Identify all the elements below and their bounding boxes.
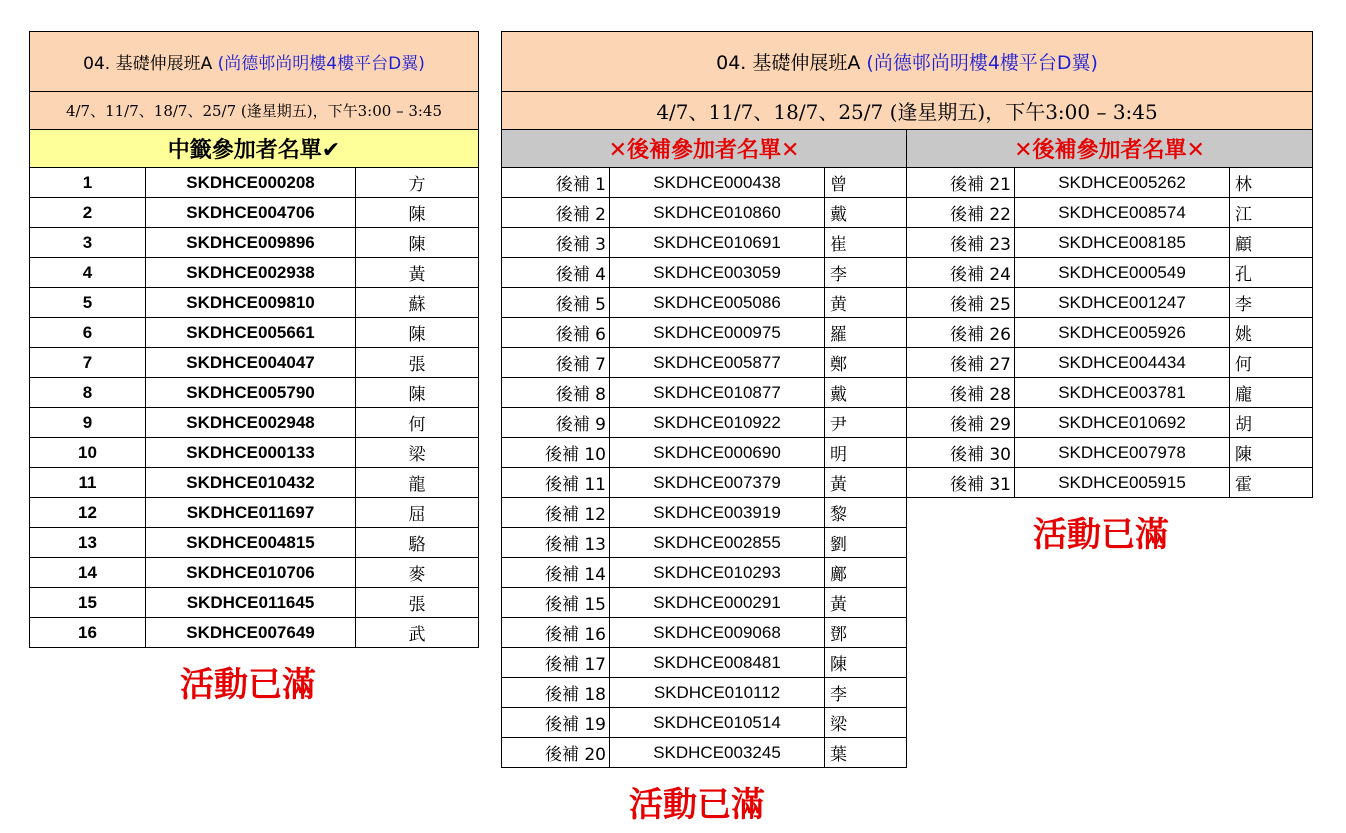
participant-code: SKDHCE004706: [146, 198, 356, 228]
participant-code: SKDHCE004434: [1015, 348, 1230, 378]
participant-surname: 黃: [825, 588, 907, 618]
participant-code: SKDHCE005877: [610, 348, 825, 378]
row-number: 13: [30, 528, 146, 558]
participant-code: SKDHCE002948: [146, 408, 356, 438]
waitlist-number: 後補 26: [907, 318, 1015, 348]
participant-code: SKDHCE010706: [146, 558, 356, 588]
waitlist-number: 後補 11: [502, 468, 610, 498]
participant-surname: 鄺: [825, 558, 907, 588]
table-row: [502, 648, 1313, 678]
participant-code: SKDHCE005790: [146, 378, 356, 408]
table-row: [30, 618, 479, 648]
table-row: [502, 588, 1313, 618]
activity-full-note: 活動已滿: [180, 665, 316, 705]
empty-cell: [907, 588, 1313, 618]
waitlist-number: 後補 2: [502, 198, 610, 228]
waitlist-number: 後補 9: [502, 408, 610, 438]
participant-code: SKDHCE000549: [1015, 258, 1230, 288]
waitlist-number: 後補 29: [907, 408, 1015, 438]
table-row: [502, 498, 1313, 528]
participant-code: SKDHCE001247: [1015, 288, 1230, 318]
row-number: 10: [30, 438, 146, 468]
row-number: 15: [30, 588, 146, 618]
participant-code: SKDHCE010514: [610, 708, 825, 738]
participant-code: SKDHCE000975: [610, 318, 825, 348]
participant-surname: 方: [356, 168, 479, 198]
participant-surname: 龐: [1230, 378, 1313, 408]
table-row: [30, 318, 479, 348]
participant-surname: 何: [356, 408, 479, 438]
participant-surname: 羅: [825, 318, 907, 348]
waitlist-number: 後補 3: [502, 228, 610, 258]
participant-surname: 李: [1230, 288, 1313, 318]
table-row: [30, 468, 479, 498]
table-row: [502, 348, 1313, 378]
waitlist-number: 後補 16: [502, 618, 610, 648]
participant-surname: 張: [356, 588, 479, 618]
row-number: 8: [30, 378, 146, 408]
empty-cell: [907, 678, 1313, 708]
participant-surname: 麥: [356, 558, 479, 588]
table-row: [502, 408, 1313, 438]
waitlist-number: 後補 7: [502, 348, 610, 378]
course-name: 04. 基礎伸展班A: [83, 54, 218, 74]
row-number: 1: [30, 168, 146, 198]
table-row: [502, 618, 1313, 648]
table-row: [502, 198, 1313, 228]
participant-code: SKDHCE009068: [610, 618, 825, 648]
participant-surname: 明: [825, 438, 907, 468]
participant-code: SKDHCE007978: [1015, 438, 1230, 468]
participant-surname: 陳: [356, 378, 479, 408]
participant-code: SKDHCE000690: [610, 438, 825, 468]
empty-cell: [907, 738, 1313, 768]
course-title: [30, 32, 479, 92]
participant-surname: 尹: [825, 408, 907, 438]
participant-surname: 龍: [356, 468, 479, 498]
waitlist-number: 後補 8: [502, 378, 610, 408]
waitlist-number: 後補 25: [907, 288, 1015, 318]
participant-code: SKDHCE003781: [1015, 378, 1230, 408]
participant-surname: 鄭: [825, 348, 907, 378]
course-name: 04. 基礎伸展班A: [716, 52, 867, 74]
row-number: 7: [30, 348, 146, 378]
waitlist-number: 後補 5: [502, 288, 610, 318]
participant-surname: 陳: [356, 228, 479, 258]
table-row: [30, 348, 479, 378]
waitlist-number: 後補 4: [502, 258, 610, 288]
participant-code: SKDHCE005661: [146, 318, 356, 348]
participant-code: SKDHCE005262: [1015, 168, 1230, 198]
participant-code: SKDHCE011697: [146, 498, 356, 528]
participant-code: SKDHCE009896: [146, 228, 356, 258]
participant-code: SKDHCE007379: [610, 468, 825, 498]
participant-surname: 駱: [356, 528, 479, 558]
row-number: 11: [30, 468, 146, 498]
participant-surname: 何: [1230, 348, 1313, 378]
participant-code: SKDHCE000208: [146, 168, 356, 198]
table-row: [30, 588, 479, 618]
participant-surname: 李: [825, 258, 907, 288]
table-row: [30, 438, 479, 468]
waitlist-number: 後補 20: [502, 738, 610, 768]
row-number: 6: [30, 318, 146, 348]
participant-surname: 梁: [356, 438, 479, 468]
waitlist-number: 後補 10: [502, 438, 610, 468]
table-row: [502, 738, 1313, 768]
waitlist-number: 後補 6: [502, 318, 610, 348]
participant-surname: 江: [1230, 198, 1313, 228]
participant-code: SKDHCE011645: [146, 588, 356, 618]
course-title: [502, 32, 1313, 92]
chosen-table: [29, 31, 479, 648]
waitlist-number: 後補 27: [907, 348, 1015, 378]
participant-surname: 林: [1230, 168, 1313, 198]
participant-code: SKDHCE007649: [146, 618, 356, 648]
participant-code: SKDHCE004815: [146, 528, 356, 558]
waitlist-header-1: ✕後補參加者名單✕: [502, 130, 907, 168]
participant-surname: 孔: [1230, 258, 1313, 288]
participant-surname: 陳: [825, 648, 907, 678]
table-row: [30, 168, 479, 198]
row-number: 3: [30, 228, 146, 258]
participant-surname: 戴: [825, 378, 907, 408]
table-row: [30, 558, 479, 588]
participant-code: SKDHCE010692: [1015, 408, 1230, 438]
course-date-row: [30, 92, 479, 130]
participant-code: SKDHCE010112: [610, 678, 825, 708]
participant-surname: 葉: [825, 738, 907, 768]
table-row: [502, 318, 1313, 348]
course-dates: 4/7、11/7、18/7、25/7 (逢星期五)，下午3:00 – 3:45: [502, 92, 1313, 130]
participant-code: SKDHCE010691: [610, 228, 825, 258]
chosen-list-header: 中籤參加者名單✔: [30, 130, 479, 168]
participant-surname: 陳: [356, 318, 479, 348]
table-row: [502, 468, 1313, 498]
participant-code: SKDHCE005086: [610, 288, 825, 318]
waitlist-number: 後補 15: [502, 588, 610, 618]
empty-cell: [907, 708, 1313, 738]
waitlist-number: 後補 23: [907, 228, 1015, 258]
participant-surname: 黃: [825, 468, 907, 498]
empty-cell: [907, 648, 1313, 678]
participant-code: SKDHCE005915: [1015, 468, 1230, 498]
waitlist-number: 後補 13: [502, 528, 610, 558]
participant-surname: 劉: [825, 528, 907, 558]
participant-code: SKDHCE010860: [610, 198, 825, 228]
participant-surname: 張: [356, 348, 479, 378]
table-row: [502, 558, 1313, 588]
participant-code: SKDHCE000291: [610, 588, 825, 618]
participant-surname: 崔: [825, 228, 907, 258]
row-number: 4: [30, 258, 146, 288]
table-row: [30, 498, 479, 528]
course-dates: 4/7、11/7、18/7、25/7 (逢星期五)，下午3:00 – 3:45: [30, 92, 479, 130]
participant-surname: 梁: [825, 708, 907, 738]
participant-surname: 胡: [1230, 408, 1313, 438]
waitlist-number: 後補 1: [502, 168, 610, 198]
table-row: [502, 678, 1313, 708]
table-row: [30, 228, 479, 258]
row-number: 16: [30, 618, 146, 648]
table-row: [502, 258, 1313, 288]
participant-code: SKDHCE003059: [610, 258, 825, 288]
participant-surname: 屈: [356, 498, 479, 528]
participant-surname: 鄧: [825, 618, 907, 648]
participant-code: SKDHCE009810: [146, 288, 356, 318]
participant-code: SKDHCE008481: [610, 648, 825, 678]
waitlist-header-2: ✕後補參加者名單✕: [907, 130, 1313, 168]
course-venue: (尚德邨尚明樓4樓平台D翼): [217, 54, 425, 74]
waitlist-number: 後補 22: [907, 198, 1015, 228]
table-row: [502, 528, 1313, 558]
activity-full-note-1: 活動已滿: [629, 785, 765, 825]
participant-code: SKDHCE002855: [610, 528, 825, 558]
course-title-row: [30, 32, 479, 92]
waitlist-number: 後補 17: [502, 648, 610, 678]
participant-code: SKDHCE000438: [610, 168, 825, 198]
table-row: [30, 198, 479, 228]
table-row: [30, 528, 479, 558]
participant-surname: 陳: [356, 198, 479, 228]
participant-surname: 戴: [825, 198, 907, 228]
participant-surname: 陳: [1230, 438, 1313, 468]
participant-surname: 顧: [1230, 228, 1313, 258]
empty-cell: [907, 558, 1313, 588]
row-number: 12: [30, 498, 146, 528]
participant-code: SKDHCE010432: [146, 468, 356, 498]
waitlist-table: [501, 31, 1313, 768]
table-row: [502, 378, 1313, 408]
participant-surname: 蘇: [356, 288, 479, 318]
participant-code: SKDHCE008185: [1015, 228, 1230, 258]
participant-code: SKDHCE002938: [146, 258, 356, 288]
row-number: 9: [30, 408, 146, 438]
participant-code: SKDHCE010877: [610, 378, 825, 408]
activity-full-note-2: 活動已滿: [1033, 515, 1169, 555]
participant-code: SKDHCE004047: [146, 348, 356, 378]
participant-surname: 黃: [356, 258, 479, 288]
row-number: 14: [30, 558, 146, 588]
table-row: [502, 168, 1313, 198]
waitlist-number: 後補 24: [907, 258, 1015, 288]
participant-surname: 李: [825, 678, 907, 708]
participant-surname: 黄: [825, 288, 907, 318]
participant-code: SKDHCE003245: [610, 738, 825, 768]
waitlist-number: 後補 12: [502, 498, 610, 528]
course-venue: (尚德邨尚明樓4樓平台D翼): [866, 52, 1098, 74]
waitlist-number: 後補 31: [907, 468, 1015, 498]
waitlist-number: 後補 19: [502, 708, 610, 738]
table-row: [502, 288, 1313, 318]
participant-surname: 曾: [825, 168, 907, 198]
table-row: [30, 288, 479, 318]
participant-surname: 黎: [825, 498, 907, 528]
table-row: [30, 408, 479, 438]
participant-code: SKDHCE010922: [610, 408, 825, 438]
participant-code: SKDHCE010293: [610, 558, 825, 588]
participant-code: SKDHCE008574: [1015, 198, 1230, 228]
waitlist-number: 後補 30: [907, 438, 1015, 468]
participant-surname: 姚: [1230, 318, 1313, 348]
table-row: [502, 438, 1313, 468]
row-number: 2: [30, 198, 146, 228]
table-row: [502, 228, 1313, 258]
waitlist-number: 後補 18: [502, 678, 610, 708]
table-row: [502, 708, 1313, 738]
participant-surname: 武: [356, 618, 479, 648]
empty-cell: [907, 618, 1313, 648]
participant-surname: 霍: [1230, 468, 1313, 498]
participant-code: SKDHCE000133: [146, 438, 356, 468]
waitlist-number: 後補 28: [907, 378, 1015, 408]
participant-code: SKDHCE005926: [1015, 318, 1230, 348]
waitlist-number: 後補 14: [502, 558, 610, 588]
table-row: [30, 258, 479, 288]
table-row: [30, 378, 479, 408]
row-number: 5: [30, 288, 146, 318]
participant-code: SKDHCE003919: [610, 498, 825, 528]
waitlist-number: 後補 21: [907, 168, 1015, 198]
